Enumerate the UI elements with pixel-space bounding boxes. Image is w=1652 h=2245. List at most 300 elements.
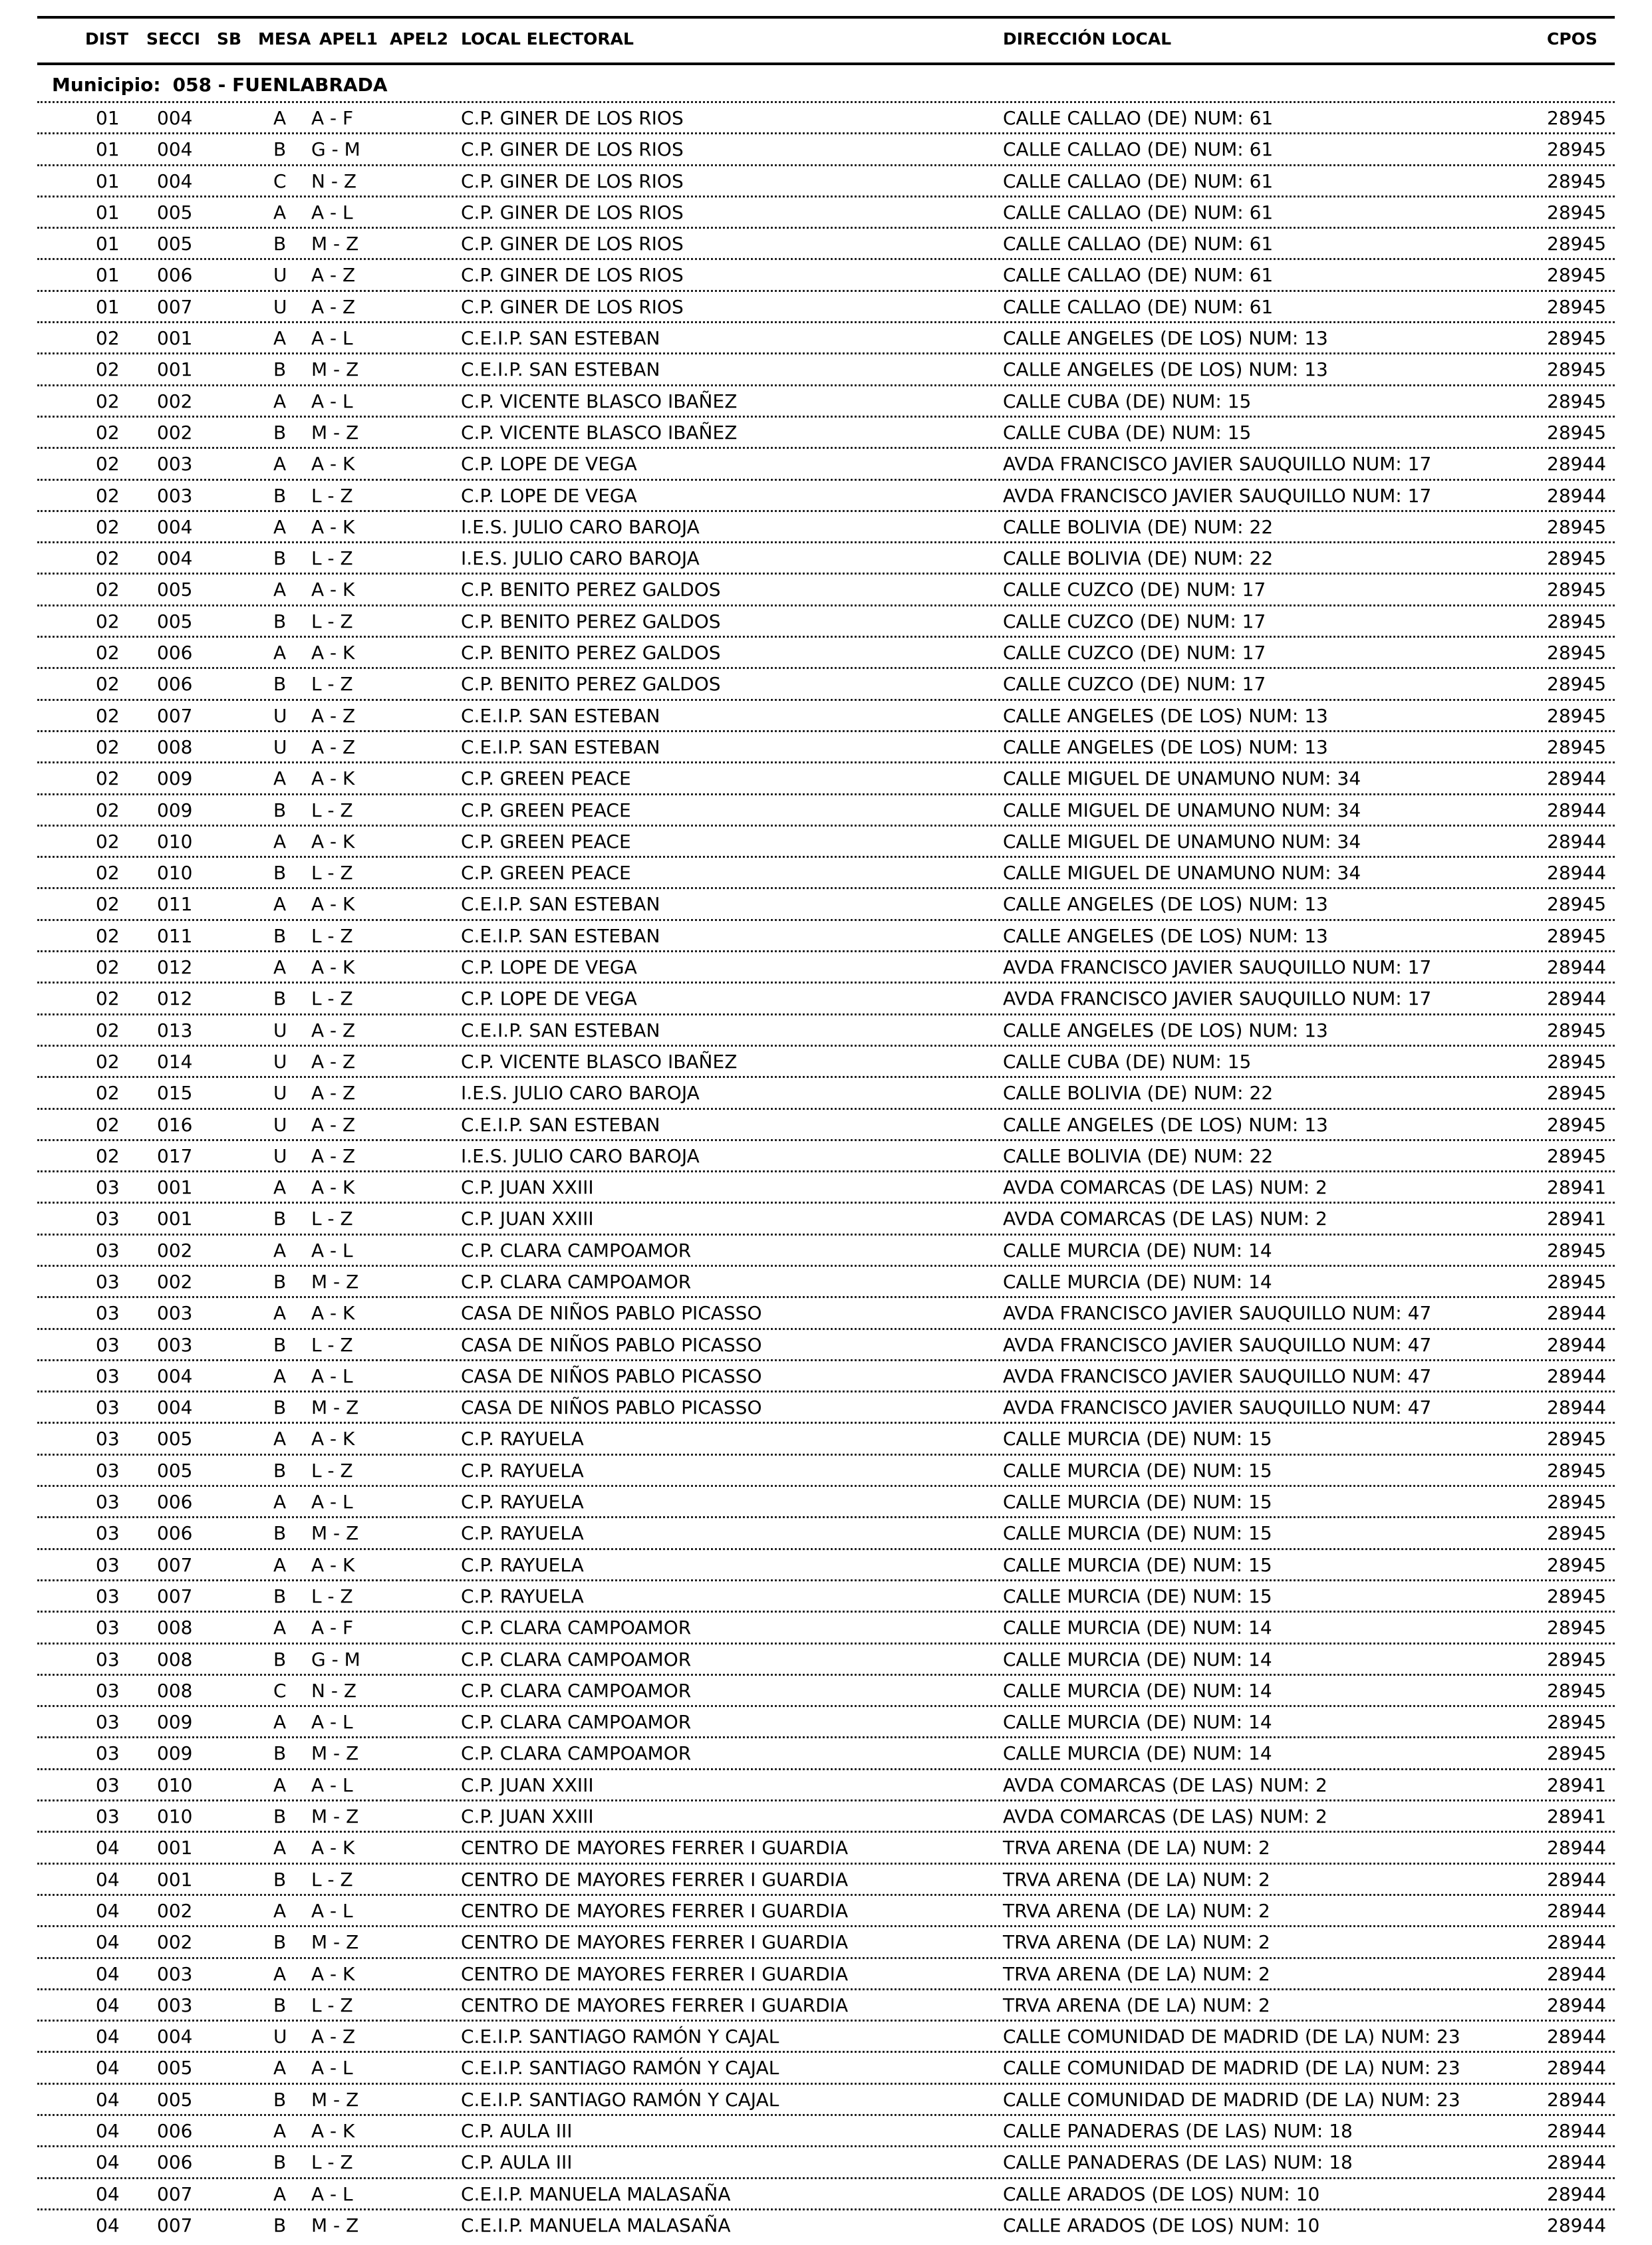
secc-cell: 009 [157,767,193,790]
dist-cell: 02 [96,1019,120,1041]
address-cell: CALLE MURCIA (DE) NUM: 14 [1003,1617,1272,1639]
local-cell: CENTRO DE MAYORES FERRER I GUARDIA [461,1994,849,2016]
table-row [37,258,1615,289]
cpos-cell: 28945 [1547,390,1607,412]
cpos-cell: 28945 [1547,201,1607,223]
address-cell: AVDA COMARCAS (DE LAS) NUM: 2 [1003,1208,1327,1230]
cpos-cell: 28944 [1547,2151,1607,2174]
table-row [37,1328,1615,1359]
cpos-cell: 28945 [1547,704,1607,727]
table-row [37,856,1615,887]
dist-cell: 01 [96,170,120,192]
cpos-cell: 28945 [1547,358,1607,381]
dist-cell: 04 [96,2120,120,2142]
local-cell: C.P. CLARA CAMPOAMOR [461,1239,692,1261]
apel-cell: A - K [311,1302,355,1325]
dist-cell: 02 [96,924,120,947]
dist-cell: 03 [96,1491,120,1514]
table-row [37,1799,1615,1831]
dist-cell: 04 [96,2057,120,2079]
dist-cell: 02 [96,735,120,758]
dist-cell: 02 [96,862,120,884]
address-cell: CALLE MIGUEL DE UNAMUNO NUM: 34 [1003,830,1361,853]
mesa-cell: B [273,1994,287,2016]
cpos-cell: 28945 [1547,421,1607,444]
apel-cell: M - Z [311,233,359,255]
secc-cell: 013 [157,1019,193,1041]
apel-cell: M - Z [311,421,359,444]
table-row [37,1485,1615,1516]
apel-cell: A - K [311,1428,355,1450]
cpos-cell: 28945 [1547,673,1607,696]
apel-cell: M - Z [311,2214,359,2236]
mesa-cell: A [273,453,287,475]
table-row [37,1705,1615,1736]
secc-cell: 002 [157,1270,193,1293]
cpos-cell: 28945 [1547,1617,1607,1639]
table-row [37,101,1615,132]
secc-cell: 001 [157,1868,193,1891]
mesa-cell: B [273,1333,287,1356]
dist-cell: 02 [96,1144,120,1167]
local-cell: I.E.S. JULIO CARO BAROJA [461,515,700,538]
local-cell: C.E.I.P. SAN ESTEBAN [461,704,660,727]
mesa-cell: B [273,1931,287,1954]
table-row [37,636,1615,667]
table-row [37,982,1615,1013]
mesa-cell: A [273,2182,287,2205]
mesa-cell: A [273,327,287,350]
local-cell: C.P. JUAN XXIII [461,1208,594,1230]
secc-cell: 003 [157,1994,193,2016]
mesa-cell: A [273,1553,287,1576]
apel-cell: A - Z [311,295,356,318]
cpos-cell: 28944 [1547,799,1607,821]
cpos-cell: 28945 [1547,579,1607,601]
dist-cell: 02 [96,988,120,1010]
secc-cell: 006 [157,642,193,664]
address-cell: CALLE MURCIA (DE) NUM: 14 [1003,1679,1272,1702]
secc-cell: 005 [157,2057,193,2079]
address-cell: CALLE ANGELES (DE LOS) NUM: 13 [1003,1113,1328,1136]
apel-cell: L - Z [311,988,353,1010]
local-cell: CASA DE NIÑOS PABLO PICASSO [461,1333,762,1356]
apel-cell: A - L [311,390,353,412]
table-row [37,1359,1615,1390]
cpos-cell: 28941 [1547,1208,1607,1230]
address-cell: CALLE ANGELES (DE LOS) NUM: 13 [1003,1019,1328,1041]
apel-cell: L - Z [311,862,353,884]
table-row [37,1768,1615,1799]
cpos-cell: 28945 [1547,1270,1607,1293]
mesa-cell: A [273,579,287,601]
secc-cell: 008 [157,735,193,758]
apel-cell: M - Z [311,1396,359,1419]
local-cell: C.E.I.P. SAN ESTEBAN [461,893,660,916]
apel-cell: L - Z [311,1585,353,1607]
address-cell: CALLE BOLIVIA (DE) NUM: 22 [1003,1144,1274,1167]
local-cell: C.P. LOPE DE VEGA [461,484,637,507]
apel-cell: A - L [311,1239,353,1261]
table-row [37,950,1615,982]
cpos-cell: 28944 [1547,1396,1607,1419]
apel-cell: L - Z [311,1208,353,1230]
local-cell: C.E.I.P. SAN ESTEBAN [461,327,660,350]
local-cell: C.E.I.P. SAN ESTEBAN [461,1019,660,1041]
dist-cell: 02 [96,610,120,632]
mesa-cell: B [273,610,287,632]
cpos-cell: 28944 [1547,1899,1607,1922]
mesa-cell: B [273,2088,287,2111]
apel-cell: A - K [311,1962,355,1985]
apel-cell: A - L [311,1491,353,1514]
apel-cell: A - L [311,1711,353,1734]
table-row [37,447,1615,478]
cpos-cell: 28945 [1547,1019,1607,1041]
cpos-cell: 28944 [1547,2057,1607,2079]
apel-cell: G - M [311,1648,360,1670]
address-cell: CALLE COMUNIDAD DE MADRID (DE LA) NUM: 23 [1003,2088,1460,2111]
apel-cell: L - Z [311,547,353,570]
apel-cell: A - K [311,830,355,853]
cpos-cell: 28945 [1547,170,1607,192]
local-cell: C.E.I.P. MANUELA MALASAÑA [461,2182,731,2205]
secc-cell: 005 [157,610,193,632]
dist-cell: 02 [96,453,120,475]
table-row [37,1643,1615,1674]
secc-cell: 006 [157,264,193,287]
secc-cell: 008 [157,1617,193,1639]
mesa-cell: A [273,642,287,664]
address-cell: CALLE ANGELES (DE LOS) NUM: 13 [1003,893,1328,916]
cpos-cell: 28944 [1547,1333,1607,1356]
mesa-cell: U [273,1050,287,1073]
secc-cell: 003 [157,1302,193,1325]
apel-cell: M - Z [311,1931,359,1954]
apel-cell: L - Z [311,1868,353,1891]
apel-cell: A - F [311,1617,354,1639]
address-cell: CALLE MURCIA (DE) NUM: 15 [1003,1428,1272,1450]
table-row [37,1831,1615,1862]
local-cell: I.E.S. JULIO CARO BAROJA [461,1144,700,1167]
table-row [37,132,1615,164]
mesa-cell: U [273,1144,287,1167]
local-cell: I.E.S. JULIO CARO BAROJA [461,1082,700,1105]
mesa-cell: B [273,358,287,381]
mesa-cell: A [273,1365,287,1387]
cpos-cell: 28945 [1547,1082,1607,1105]
mesa-cell: A [273,2120,287,2142]
table-row [37,321,1615,352]
apel-cell: M - Z [311,1270,359,1293]
dist-cell: 04 [96,1899,120,1922]
mesa-cell: A [273,1711,287,1734]
mesa-cell: U [273,264,287,287]
cpos-cell: 28945 [1547,1522,1607,1545]
dist-cell: 03 [96,1585,120,1607]
secc-cell: 002 [157,1899,193,1922]
dist-cell: 02 [96,830,120,853]
address-cell: CALLE CUBA (DE) NUM: 15 [1003,421,1252,444]
apel-cell: A - K [311,1553,355,1576]
dist-cell: 03 [96,1428,120,1450]
apel-cell: A - K [311,579,355,601]
address-cell: CALLE MURCIA (DE) NUM: 14 [1003,1239,1272,1261]
table-row [37,1045,1615,1076]
dist-cell: 03 [96,1774,120,1796]
apel-cell: M - Z [311,1522,359,1545]
mesa-cell: A [273,1428,287,1450]
address-cell: CALLE MURCIA (DE) NUM: 15 [1003,1553,1272,1576]
polling-table-body [37,101,1615,2240]
cpos-cell: 28945 [1547,515,1607,538]
secc-cell: 012 [157,956,193,979]
cpos-cell: 28941 [1547,1805,1607,1828]
apel-cell: A - Z [311,1050,356,1073]
mesa-cell: B [273,862,287,884]
secc-cell: 016 [157,1113,193,1136]
apel-cell: A - K [311,956,355,979]
apel-cell: A - K [311,767,355,790]
address-cell: CALLE CALLAO (DE) NUM: 61 [1003,138,1274,161]
cpos-cell: 28944 [1547,1931,1607,1954]
apel-cell: M - Z [311,358,359,381]
cpos-cell: 28944 [1547,2214,1607,2236]
address-cell: TRVA ARENA (DE LA) NUM: 2 [1003,1962,1270,1985]
municipio-label: Municipio: [52,74,161,96]
apel-cell: A - L [311,1365,353,1387]
table-row [37,1170,1615,1202]
secc-cell: 017 [157,1144,193,1167]
dist-cell: 03 [96,1553,120,1576]
dist-cell: 02 [96,1050,120,1073]
dist-cell: 02 [96,704,120,727]
secc-cell: 007 [157,704,193,727]
address-cell: CALLE CUZCO (DE) NUM: 17 [1003,642,1266,664]
cpos-cell: 28944 [1547,1302,1607,1325]
mesa-cell: U [273,2026,287,2048]
local-cell: C.P. CLARA CAMPOAMOR [461,1617,692,1639]
dist-cell: 02 [96,956,120,979]
address-cell: CALLE MURCIA (DE) NUM: 14 [1003,1742,1272,1765]
dist-cell: 02 [96,673,120,696]
cpos-cell: 28945 [1547,1144,1607,1167]
dist-cell: 04 [96,1868,120,1891]
local-cell: C.P. RAYUELA [461,1428,584,1450]
local-cell: C.P. VICENTE BLASCO IBAÑEZ [461,1050,738,1073]
mesa-cell: A [273,1491,287,1514]
secc-cell: 003 [157,1962,193,1985]
dist-cell: 03 [96,1176,120,1199]
secc-cell: 008 [157,1679,193,1702]
cpos-cell: 28944 [1547,862,1607,884]
secc-cell: 004 [157,107,193,129]
address-cell: CALLE BOLIVIA (DE) NUM: 22 [1003,515,1274,538]
cpos-cell: 28945 [1547,107,1607,129]
address-cell: AVDA FRANCISCO JAVIER SAUQUILLO NUM: 17 [1003,453,1432,475]
table-row [37,1957,1615,1988]
mesa-cell: B [273,2214,287,2236]
cpos-cell: 28944 [1547,767,1607,790]
mesa-cell: A [273,1617,287,1639]
apel-cell: A - K [311,893,355,916]
dist-cell: 03 [96,1459,120,1482]
cpos-cell: 28944 [1547,956,1607,979]
dist-cell: 01 [96,138,120,161]
address-cell: AVDA FRANCISCO JAVIER SAUQUILLO NUM: 47 [1003,1333,1432,1356]
dist-cell: 03 [96,1522,120,1545]
table-row [37,510,1615,541]
table-row [37,1013,1615,1045]
mesa-cell: A [273,956,287,979]
secc-cell: 010 [157,1805,193,1828]
mesa-cell: B [273,2151,287,2174]
address-cell: CALLE MIGUEL DE UNAMUNO NUM: 34 [1003,767,1361,790]
apel-cell: A - L [311,201,353,223]
dist-cell: 03 [96,1711,120,1734]
secc-cell: 009 [157,799,193,821]
address-cell: CALLE ANGELES (DE LOS) NUM: 13 [1003,358,1328,381]
table-row [37,416,1615,447]
local-cell: C.P. GREEN PEACE [461,830,631,853]
table-row [37,2051,1615,2082]
apel-cell: A - L [311,327,353,350]
local-cell: C.P. CLARA CAMPOAMOR [461,1711,692,1734]
mesa-cell: B [273,233,287,255]
mesa-cell: B [273,1208,287,1230]
cpos-cell: 28945 [1547,1585,1607,1607]
table-row [37,2208,1615,2240]
cpos-cell: 28945 [1547,735,1607,758]
cpos-cell: 28945 [1547,1711,1607,1734]
address-cell: AVDA FRANCISCO JAVIER SAUQUILLO NUM: 47 [1003,1302,1432,1325]
dist-cell: 03 [96,1742,120,1765]
address-cell: CALLE CALLAO (DE) NUM: 61 [1003,295,1274,318]
apel-cell: A - K [311,515,355,538]
cpos-cell: 28944 [1547,2026,1607,2048]
dist-cell: 03 [96,1648,120,1670]
dist-cell: 02 [96,358,120,381]
local-cell: C.E.I.P. SAN ESTEBAN [461,924,660,947]
secc-cell: 007 [157,1553,193,1576]
local-cell: C.P. GREEN PEACE [461,862,631,884]
col-header-dist: DIST [85,29,129,49]
mesa-cell: B [273,924,287,947]
dist-cell: 03 [96,1239,120,1261]
cpos-cell: 28945 [1547,327,1607,350]
apel-cell: A - Z [311,1019,356,1041]
address-cell: TRVA ARENA (DE LA) NUM: 2 [1003,1931,1270,1954]
address-cell: CALLE CUZCO (DE) NUM: 17 [1003,673,1266,696]
mesa-cell: A [273,107,287,129]
table-row [37,1988,1615,2020]
apel-cell: A - K [311,1176,355,1199]
dist-cell: 03 [96,1208,120,1230]
local-cell: CENTRO DE MAYORES FERRER I GUARDIA [461,1837,849,1859]
mesa-cell: U [273,1019,287,1041]
secc-cell: 006 [157,673,193,696]
local-cell: C.P. GINER DE LOS RIOS [461,201,684,223]
secc-cell: 010 [157,1774,193,1796]
cpos-cell: 28944 [1547,1837,1607,1859]
local-cell: C.P. RAYUELA [461,1522,584,1545]
address-cell: CALLE PANADERAS (DE LAS) NUM: 18 [1003,2120,1353,2142]
col-header-apel2: APEL2 [390,29,449,49]
local-cell: C.P. GINER DE LOS RIOS [461,170,684,192]
mesa-cell: A [273,2057,287,2079]
top-rule [37,16,1615,19]
secc-cell: 006 [157,1522,193,1545]
apel-cell: A - Z [311,704,356,727]
apel-cell: L - Z [311,924,353,947]
secc-cell: 003 [157,484,193,507]
dist-cell: 01 [96,264,120,287]
mesa-cell: U [273,735,287,758]
table-row [37,1265,1615,1296]
secc-cell: 001 [157,358,193,381]
mesa-cell: B [273,421,287,444]
address-cell: CALLE MIGUEL DE UNAMUNO NUM: 34 [1003,799,1361,821]
dist-cell: 04 [96,2182,120,2205]
mesa-cell: A [273,390,287,412]
address-cell: CALLE ARADOS (DE LOS) NUM: 10 [1003,2214,1320,2236]
address-cell: AVDA FRANCISCO JAVIER SAUQUILLO NUM: 17 [1003,956,1432,979]
address-cell: CALLE MURCIA (DE) NUM: 15 [1003,1459,1272,1482]
apel-cell: A - K [311,1837,355,1859]
mesa-cell: A [273,1899,287,1922]
secc-cell: 002 [157,390,193,412]
table-row [37,2177,1615,2208]
local-cell: C.E.I.P. SAN ESTEBAN [461,735,660,758]
mesa-cell: C [273,170,287,192]
apel-cell: A - Z [311,1144,356,1167]
local-cell: C.P. RAYUELA [461,1459,584,1482]
cpos-cell: 28944 [1547,1868,1607,1891]
address-cell: CALLE CALLAO (DE) NUM: 61 [1003,264,1274,287]
cpos-cell: 28945 [1547,1113,1607,1136]
secc-cell: 005 [157,233,193,255]
local-cell: C.P. BENITO PEREZ GALDOS [461,642,721,664]
table-row [37,227,1615,258]
cpos-cell: 28945 [1547,295,1607,318]
dist-cell: 02 [96,767,120,790]
address-cell: TRVA ARENA (DE LA) NUM: 2 [1003,1994,1270,2016]
table-row [37,1925,1615,1956]
cpos-cell: 28944 [1547,2182,1607,2205]
mesa-cell: U [273,1113,287,1136]
secc-cell: 011 [157,924,193,947]
table-row [37,1736,1615,1768]
col-header-secci: SECCI [146,29,201,49]
cpos-cell: 28944 [1547,2088,1607,2111]
dist-cell: 04 [96,1837,120,1859]
municipio-heading [52,73,388,97]
mesa-cell: C [273,1679,287,1702]
apel-cell: A - L [311,2182,353,2205]
mesa-cell: B [273,1459,287,1482]
apel-cell: N - Z [311,170,357,192]
address-cell: CALLE CALLAO (DE) NUM: 61 [1003,107,1274,129]
table-row [37,761,1615,793]
table-row [37,1422,1615,1453]
cpos-cell: 28941 [1547,1774,1607,1796]
dist-cell: 02 [96,642,120,664]
cpos-cell: 28945 [1547,547,1607,570]
mesa-cell: B [273,1742,287,1765]
secc-cell: 010 [157,830,193,853]
mesa-cell: A [273,1837,287,1859]
local-cell: C.E.I.P. MANUELA MALASAÑA [461,2214,731,2236]
